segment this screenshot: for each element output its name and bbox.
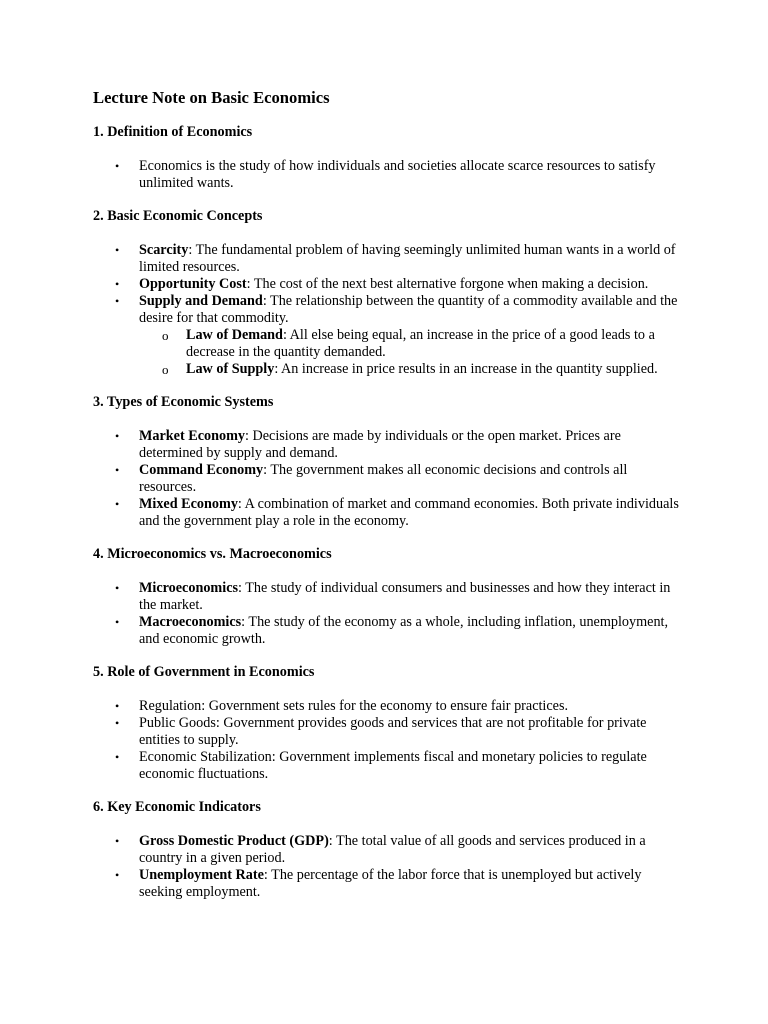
item-separator: : xyxy=(263,867,272,883)
list-item xyxy=(93,614,683,648)
item-separator: : xyxy=(263,462,271,478)
item-term: Supply and Demand xyxy=(139,293,263,309)
section-heading: 2. Basic Economic Concepts xyxy=(93,208,263,224)
document-body xyxy=(93,88,683,917)
item-term: Market Economy xyxy=(139,428,245,444)
bullet-list xyxy=(93,242,683,378)
item-term: Gross Domestic Product (GDP) xyxy=(139,833,329,849)
bullet-icon: • xyxy=(115,581,120,595)
list-item xyxy=(93,867,683,901)
bullet-icon: • xyxy=(115,159,120,173)
item-text: A combination of market and command economies. Both private individuals and the government play a role in the economy. xyxy=(139,496,679,529)
item-text: The study of individual consumers and businesses and how they interact in the market. xyxy=(139,580,671,613)
item-text: The government makes all economic decisions and controls all resources. xyxy=(139,462,628,495)
item-text: The study of the economy as a whole, including inflation, unemployment, and economic growth. xyxy=(139,614,669,647)
list-item xyxy=(93,242,683,276)
bullet-icon: • xyxy=(115,834,120,848)
circle-bullet-icon: o xyxy=(162,362,169,377)
section-heading: 4. Microeconomics vs. Macroeconomics xyxy=(93,546,332,562)
section-heading: 5. Role of Government in Economics xyxy=(93,664,315,680)
bullet-icon: • xyxy=(115,429,120,443)
circle-bullet-icon: o xyxy=(162,328,169,343)
item-text: Economic Stabilization: Government implements fiscal and monetary policies to regulate economic fluctuations. xyxy=(139,749,647,782)
item-text: The total value of all goods and services produced in a country in a given period. xyxy=(139,833,646,866)
document-title: Lecture Note on Basic Economics xyxy=(93,88,330,107)
item-separator: : xyxy=(246,276,254,292)
bullet-icon: • xyxy=(115,868,120,882)
item-term: Scarcity xyxy=(139,242,189,258)
item-separator: : xyxy=(282,327,290,343)
list-item xyxy=(93,158,683,192)
item-separator: : xyxy=(274,361,282,377)
list-item xyxy=(93,293,683,378)
item-text: Decisions are made by individuals or the open market. Prices are determined by supply and demand. xyxy=(139,428,621,461)
item-term: Unemployment Rate xyxy=(139,867,264,883)
item-text: The fundamental problem of having seemingly unlimited human wants in a world of limited resources. xyxy=(139,242,676,275)
bullet-list xyxy=(93,580,683,648)
bullet-list xyxy=(93,158,683,192)
item-separator: : xyxy=(237,496,245,512)
list-item xyxy=(93,276,683,293)
item-term: Mixed Economy xyxy=(139,496,238,512)
section-heading: 3. Types of Economic Systems xyxy=(93,394,274,410)
item-term: Command Economy xyxy=(139,462,264,478)
item-term: Law of Supply xyxy=(186,361,275,377)
sub-list-item xyxy=(139,361,683,378)
list-item xyxy=(93,698,683,715)
item-text: Public Goods: Government provides goods and services that are not profitable for private entities to supply. xyxy=(139,715,647,748)
item-text: Regulation: Government sets rules for the economy to ensure fair practices. xyxy=(139,698,569,714)
bullet-list xyxy=(93,698,683,783)
item-separator: : xyxy=(238,580,246,596)
item-term: Opportunity Cost xyxy=(139,276,247,292)
bullet-icon: • xyxy=(115,497,120,511)
item-text: The relationship between the quantity of a commodity available and the desire for that commodity. xyxy=(139,293,678,326)
bullet-list xyxy=(93,428,683,530)
list-item xyxy=(93,462,683,496)
bullet-icon: • xyxy=(115,750,120,764)
section-heading: 1. Definition of Economics xyxy=(93,124,253,140)
bullet-list xyxy=(93,833,683,901)
item-text: Economics is the study of how individuals and societies allocate scarce resources to satisfy unlimited wants. xyxy=(139,158,656,191)
item-separator: : xyxy=(245,428,253,444)
list-item xyxy=(93,833,683,867)
item-text: The cost of the next best alternative forgone when making a decision. xyxy=(253,276,649,292)
item-text: All else being equal, an increase in the price of a good leads to a decrease in the quantity demanded. xyxy=(186,327,655,360)
bullet-icon: • xyxy=(115,615,120,629)
item-text: An increase in price results in an increase in the quantity supplied. xyxy=(281,361,658,377)
item-term: Microeconomics xyxy=(139,580,239,596)
item-text: The percentage of the labor force that is unemployed but actively seeking employment. xyxy=(139,867,642,900)
item-term: Law of Demand xyxy=(186,327,283,343)
bullet-icon: • xyxy=(115,716,120,730)
list-item xyxy=(93,749,683,783)
item-separator: : xyxy=(328,833,337,849)
bullet-icon: • xyxy=(115,699,120,713)
bullet-icon: • xyxy=(115,277,120,291)
sub-bullet-list xyxy=(139,327,683,378)
bullet-icon: • xyxy=(115,294,120,308)
bullet-icon: • xyxy=(115,243,120,257)
section-heading: 6. Key Economic Indicators xyxy=(93,799,261,815)
list-item xyxy=(93,715,683,749)
item-separator: : xyxy=(188,242,196,258)
list-item xyxy=(93,496,683,530)
list-item xyxy=(93,580,683,614)
list-item xyxy=(93,428,683,462)
item-separator: : xyxy=(262,293,271,309)
sub-list-item xyxy=(139,327,683,361)
item-separator: : xyxy=(241,614,249,630)
bullet-icon: • xyxy=(115,463,120,477)
item-term: Macroeconomics xyxy=(139,614,242,630)
